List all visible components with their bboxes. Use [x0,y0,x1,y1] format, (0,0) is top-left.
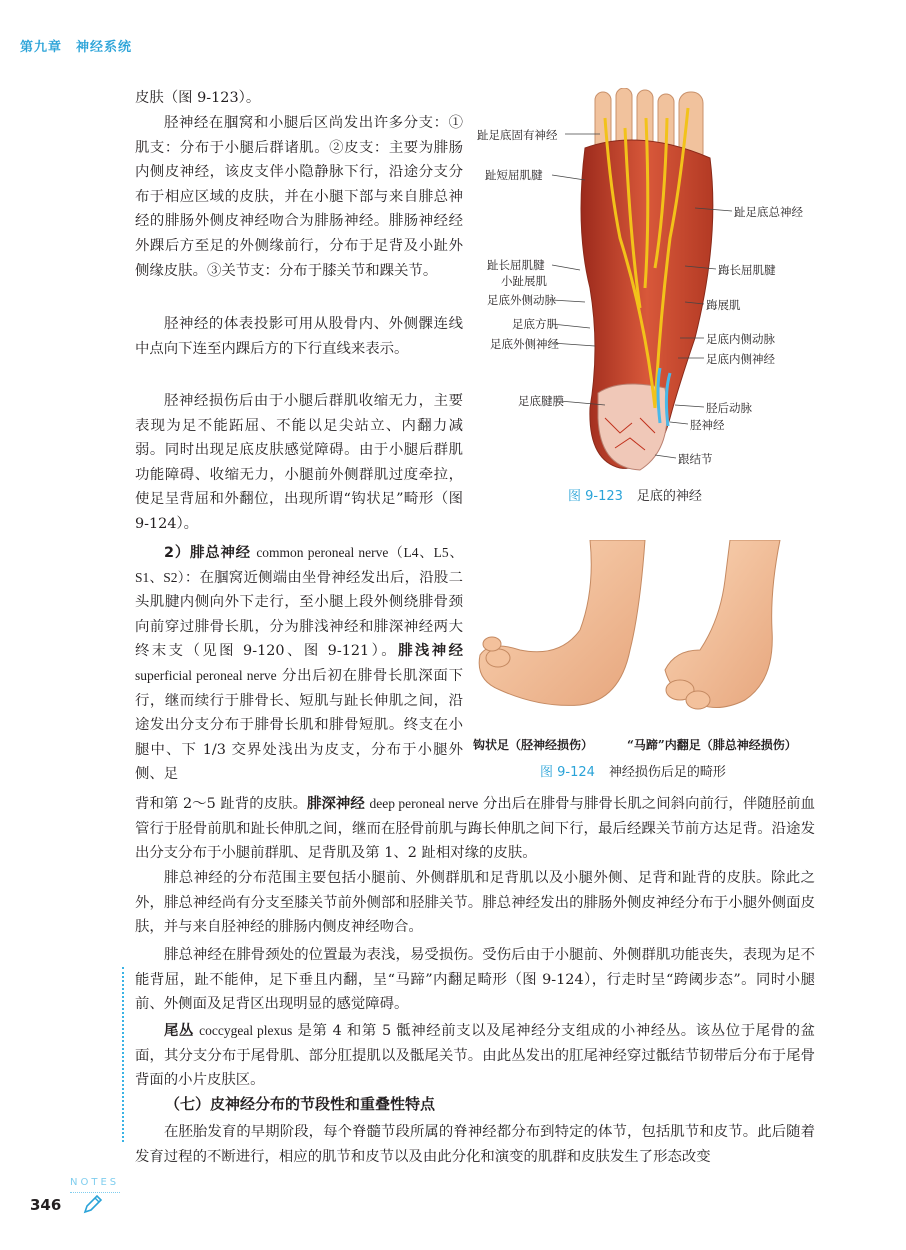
paragraph-6-lead: 背和第 2～5 趾背的皮肤。 [135,796,308,812]
figure-9-123-number: 图 9-123 [568,489,623,504]
paragraph-5-body: ：在腘窝近侧端由坐骨神经发出后，沿股二头肌腱内侧向外下走行，至小腿上段外侧绕腓骨颈向前穿过腓骨长肌，分为腓浅神经和腓深神经两大终末支（见图 9-120、图 9-121）。 [135,569,463,660]
figure-9-124-illustration [470,540,820,740]
label-abductor-hallucis: 踇展肌 [706,298,741,312]
heading-common-peroneal: 2）腓总神经 [164,545,251,561]
label-abductor-digiti-minimi: 小趾展肌 [501,274,547,288]
paragraph-5 [135,541,463,787]
notes-label: NOTES [70,1177,120,1188]
label-fhl-tendon: 踇长屈肌腱 [718,263,776,277]
paragraph-9 [135,1019,815,1093]
paragraph-2: 胫神经在腘窝和小腿后区尚发出许多分支：①肌支：分布于小腿后群诸肌。②皮支：主要为腓肠内侧皮神经，该皮支伴小隐静脉下行，沿途分支分布于相应区域的皮肤，并在小腿下部与来自腓总神经的腓肠外侧皮神经吻合为腓肠神经。腓肠神经经外踝后方至足的外侧缘前行，分布于足背及小趾外侧缘皮肤。③关节支：分布于膝关节和踝关节。 [135,115,463,279]
paragraph-5-tail: 分出后初在腓骨长肌深面下行，继而续行于腓骨长、短肌与趾长伸肌之间，沿途发出分支分布于腓骨长肌和腓骨短肌。终支在小腿中、下 1/3 交界处浅出为皮支，分布于小腿外侧、足 [135,667,463,783]
paragraph-9-body: 是第 4 和第 5 骶神经前支以及尾神经分支组成的小神经丛。该丛位于尾骨的盆面，其分支分布于尾骨肌、部分肛提肌以及骶尾关节。由此丛发出的肛尾神经穿过骶结节韧带后分布于尾骨背面的小片皮肤区。 [135,1023,815,1089]
label-lateral-plantar-nerve: 足底外侧神经 [490,337,559,351]
paragraph-4: 胫神经损伤后由于小腿后群肌收缩无力，主要表现为足不能跖屈、不能以足尖站立、内翻力减弱。同时出现足底皮肤感觉障碍。由于小腿后群肌功能障碍、收缩无力，小腿前外侧群肌过度牵拉，使足呈背屈和外翻位，出现所谓“钩状足”畸形（图 9-124）。 [135,393,463,532]
chapter-number: 第九章 [20,40,63,55]
term-coccygeal-cn: 尾丛 [164,1023,194,1039]
figure-9-124-right-label: “马蹄”内翻足（腓总神经损伤） [627,738,797,752]
label-plantar-aponeurosis: 足底腱膜 [518,394,564,408]
pencil-icon [82,1193,104,1215]
page-number: 346 [30,1196,62,1214]
paragraph-7: 腓总神经的分布范围主要包括小腿前、外侧群肌和足背肌以及小腿外侧、足背和趾背的皮肤。除此之外，腓总神经尚有分支至膝关节前外侧部和胫腓关节。腓总神经发出的腓肠外侧皮神经分布于小腿外侧面皮肤，并与来自胫神经的腓肠内侧皮神经吻合。 [135,870,815,936]
label-tibial-nerve: 胫神经 [690,418,725,432]
label-quadratus-plantae: 足底方肌 [512,317,558,331]
term-superficial-peroneal-en: superficial peroneal nerve [135,667,277,683]
term-deep-peroneal-cn: 腓深神经 [307,796,365,812]
chapter-title: 神经系统 [76,40,133,55]
paragraph-1: 皮肤（图 9-123）。 [135,90,261,106]
running-header [20,36,132,55]
paragraph-8: 腓总神经在腓骨颈处的位置最为表浅，易受损伤。受伤后由于小腿前、外侧群肌功能丧失，表现为足不能背屈，趾不能伸，足下垂且内翻，呈“马蹄”内翻足畸形（图 9-124），行走时呈“跨阈步态”。同时小腿前、外侧面及足背区出现明显的感觉障碍。 [135,947,815,1013]
label-common-plantar-digital-nerve: 趾足底总神经 [734,205,803,219]
paragraph-6 [135,792,815,866]
label-medial-plantar-artery: 足底内侧动脉 [706,332,775,346]
figure-9-124-title: 神经损伤后足的畸形 [608,765,726,780]
label-medial-plantar-nerve: 足底内侧神经 [706,352,775,366]
paragraph-6-body: 分出后在腓骨与腓骨长肌之间斜向前行，伴随胫前血管行于胫骨前肌和趾长伸肌之间，继而在胫骨前肌与踇长伸肌之间下行，最后经踝关节前方达足背。沿途发出分支分布于小腿前群肌、足背肌及第 1、2 趾相对缘的皮肤。 [135,796,816,862]
figure-9-124-left-label: 钩状足（胫神经损伤） [473,738,594,752]
figure-9-123-title: 足底的神经 [636,489,702,504]
figure-9-124-number: 图 9-124 [540,765,595,780]
term-common-peroneal: common peroneal nerve（L4、L5、S1、S2） [135,545,464,585]
margin-dotted-line [122,967,124,1142]
section-heading-7: （七）皮神经分布的节段性和重叠性特点 [165,1095,436,1113]
label-lateral-plantar-artery: 足底外侧动脉 [487,293,556,307]
paragraph-3: 胫神经的体表投影可用从股骨内、外侧髁连线中点向下连至内踝后方的下行直线来表示。 [135,316,463,357]
label-fdb-tendon: 趾短屈肌腱 [485,168,543,182]
label-fdl-tendon: 趾长屈肌腱 [487,258,545,272]
label-calcaneal-tuberosity: 跟结节 [678,452,713,466]
label-posterior-tibial-artery: 胫后动脉 [706,401,752,415]
figure-9-123-caption [568,485,702,504]
term-deep-peroneal-en: deep peroneal nerve [369,796,479,811]
paragraph-10: 在胚胎发育的早期阶段，每个脊髓节段所属的脊神经都分布到特定的体节，包括肌节和皮节。此后随着发育过程的不断进行，相应的肌节和皮节以及由此分化和演变的肌群和皮肤发生了形态改变 [135,1124,815,1165]
figure-9-124-caption [540,761,726,780]
figure-9-123-leader-lines [470,120,820,470]
term-coccygeal-en: coccygeal plexus [199,1023,293,1038]
label-plantar-digital-proper-nerve: 趾足底固有神经 [477,128,558,142]
term-superficial-peroneal-cn: 腓浅神经 [398,643,463,660]
